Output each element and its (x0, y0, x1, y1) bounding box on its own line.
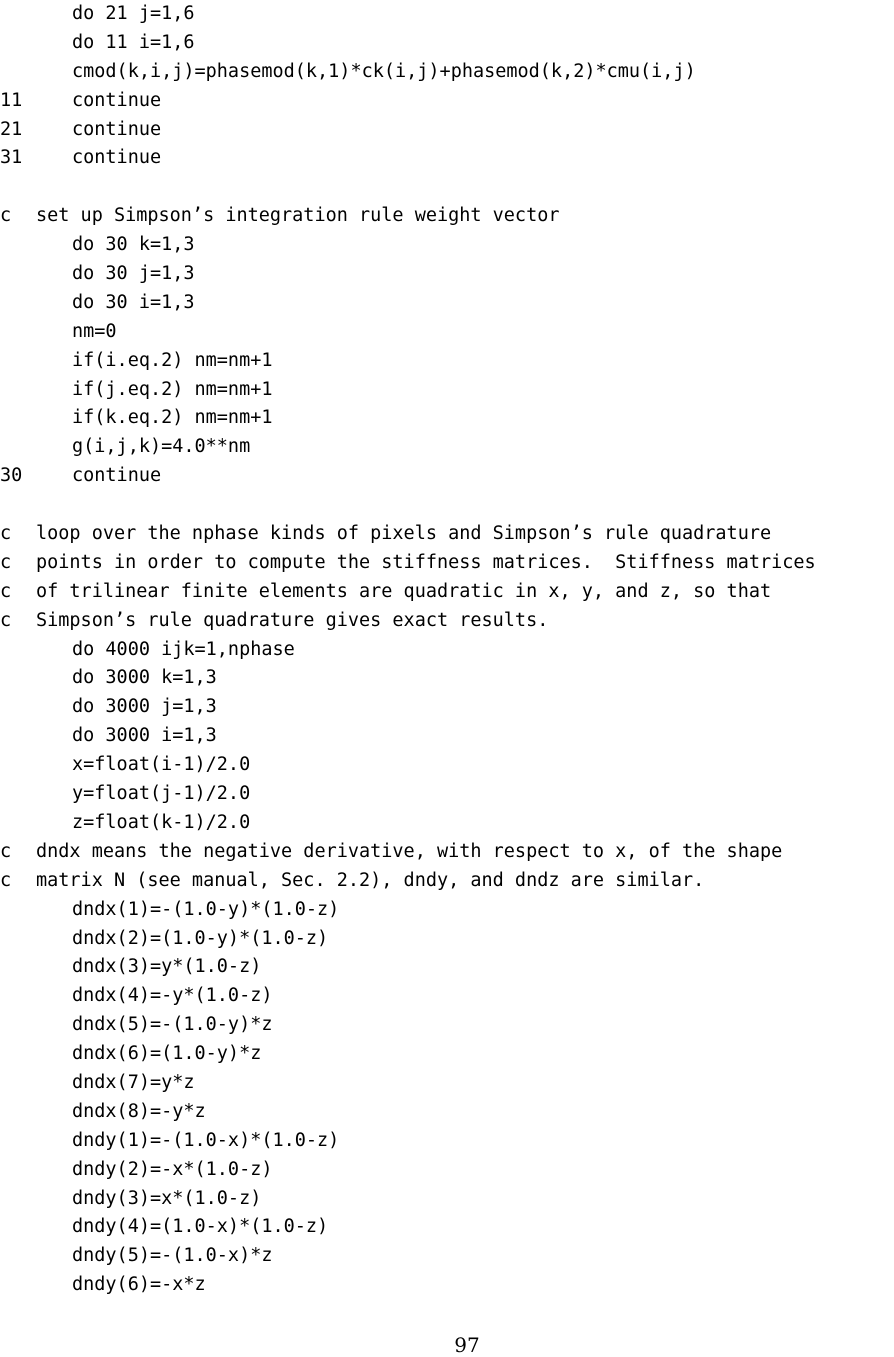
statement-label: 31 (0, 147, 23, 169)
statement-text: do 3000 i=1,3 (72, 725, 217, 747)
statement-text: nm=0 (72, 320, 117, 342)
code-line (0, 809, 894, 838)
code-line (0, 1185, 894, 1214)
statement-text: dndy(5)=-(1.0-x)*z (72, 1245, 273, 1267)
code-line (0, 347, 894, 376)
statement-text: dndx(8)=-y*z (72, 1100, 206, 1122)
comment-marker: c (0, 580, 12, 602)
code-line (0, 1271, 894, 1300)
comment-marker: c (0, 551, 12, 573)
statement-text: do 21 j=1,6 (72, 3, 195, 24)
statement-text: dndx(2)=(1.0-y)*(1.0-z) (72, 927, 329, 949)
statement-text: cmod(k,i,j)=phasemod(k,1)*ck(i,j)+phasemod(k,2)*cmu(i,j) (72, 60, 696, 82)
statement-text: dndx(3)=y*(1.0-z) (72, 956, 262, 978)
comment-text: set up Simpson’s integration rule weight vector (36, 205, 560, 227)
code-line (0, 925, 894, 954)
comment-text: dndx means the negative derivative, with respect to x, of the shape (36, 840, 783, 862)
statement-text: do 30 i=1,3 (72, 291, 195, 313)
statement-text: do 11 i=1,6 (72, 31, 195, 53)
comment-marker: c (0, 840, 12, 862)
statement-text: do 30 j=1,3 (72, 263, 195, 285)
statement-text: dndy(4)=(1.0-x)*(1.0-z) (72, 1216, 329, 1238)
code-line (0, 1011, 894, 1040)
statement-text: if(k.eq.2) nm=nm+1 (72, 407, 273, 429)
statement-label: 30 (0, 465, 23, 487)
statement-text: continue (72, 147, 162, 169)
comment-text: matrix N (see manual, Sec. 2.2), dndy, and dndz are similar. (36, 869, 705, 891)
statement-text: continue (72, 118, 162, 140)
statement-label: 21 (0, 118, 23, 140)
statement-text: dndy(6)=-x*z (72, 1274, 206, 1296)
comment-marker: c (0, 523, 12, 545)
code-line (0, 1127, 894, 1156)
comment-line (0, 838, 894, 867)
code-line (0, 0, 894, 29)
statement-text: do 30 k=1,3 (72, 234, 195, 256)
code-line (0, 982, 894, 1011)
code-line (0, 433, 894, 462)
code-line (0, 751, 894, 780)
comment-marker: c (0, 609, 12, 631)
code-line (0, 1242, 894, 1271)
statement-text: dndx(1)=-(1.0-y)*(1.0-z) (72, 898, 340, 920)
code-line (0, 664, 894, 693)
code-line (0, 1213, 894, 1242)
comment-line (0, 202, 894, 231)
code-line (0, 289, 894, 318)
code-line (0, 896, 894, 925)
page-number: 97 (454, 1333, 480, 1357)
code-line (0, 953, 894, 982)
comment-line (0, 867, 894, 896)
statement-text: y=float(j-1)/2.0 (72, 783, 251, 805)
code-line (0, 1069, 894, 1098)
comment-text: of trilinear finite elements are quadratic in x, y, and z, so that (36, 580, 772, 602)
statement-text: x=float(i-1)/2.0 (72, 754, 251, 776)
code-line (0, 376, 894, 405)
blank-line (0, 173, 894, 202)
code-line (0, 1098, 894, 1127)
comment-marker: c (0, 205, 12, 227)
comment-text: loop over the nphase kinds of pixels and Simpson’s rule quadrature (36, 523, 772, 545)
code-line (0, 636, 894, 665)
statement-text: dndy(2)=-x*(1.0-z) (72, 1158, 273, 1180)
statement-text: dndy(1)=-(1.0-x)*(1.0-z) (72, 1129, 340, 1151)
code-line (0, 1156, 894, 1185)
statement-text: dndx(5)=-(1.0-y)*z (72, 1014, 273, 1036)
blank-line (0, 491, 894, 520)
code-line (0, 693, 894, 722)
comment-line (0, 549, 894, 578)
code-line (0, 780, 894, 809)
code-line (0, 87, 894, 116)
code-line (0, 260, 894, 289)
comment-marker: c (0, 869, 12, 891)
code-line (0, 404, 894, 433)
comment-text: Simpson’s rule quadrature gives exact results. (36, 609, 549, 631)
comment-line (0, 520, 894, 549)
code-line (0, 318, 894, 347)
code-line (0, 231, 894, 260)
code-line (0, 722, 894, 751)
statement-text: continue (72, 465, 162, 487)
code-line (0, 462, 894, 491)
statement-text: do 3000 k=1,3 (72, 667, 217, 689)
code-line (0, 144, 894, 173)
code-line (0, 29, 894, 58)
statement-text: dndy(3)=x*(1.0-z) (72, 1187, 262, 1209)
comment-line (0, 578, 894, 607)
comment-line (0, 607, 894, 636)
code-line (0, 1040, 894, 1069)
statement-text: dndx(7)=y*z (72, 1071, 195, 1093)
code-line (0, 58, 894, 87)
statement-text: z=float(k-1)/2.0 (72, 811, 251, 833)
statement-text: do 3000 j=1,3 (72, 696, 217, 718)
statement-text: do 4000 ijk=1,nphase (72, 638, 295, 660)
statement-text: continue (72, 89, 162, 111)
statement-text: g(i,j,k)=4.0**nm (72, 436, 251, 458)
statement-text: dndx(4)=-y*(1.0-z) (72, 985, 273, 1007)
comment-text: points in order to compute the stiffness matrices. Stiffness matrices (36, 551, 816, 573)
statement-text: if(j.eq.2) nm=nm+1 (72, 378, 273, 400)
statement-text: if(i.eq.2) nm=nm+1 (72, 349, 273, 371)
statement-text: dndx(6)=(1.0-y)*z (72, 1043, 262, 1065)
statement-label: 11 (0, 89, 23, 111)
code-line (0, 116, 894, 145)
